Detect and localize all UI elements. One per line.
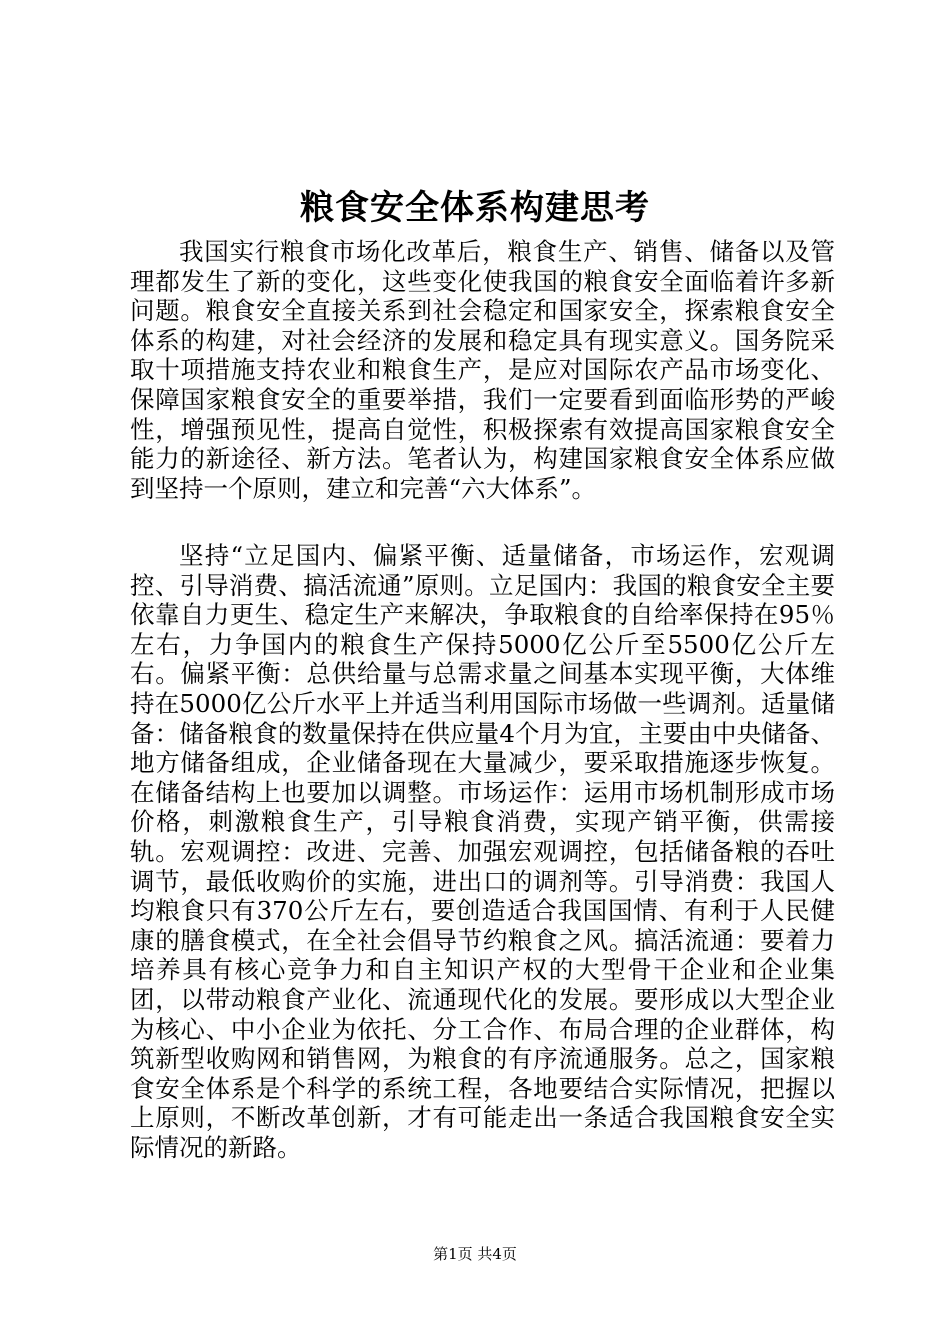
- page-number-footer: 第1页 共4页: [433, 1245, 517, 1263]
- paragraph-intro: 我国实行粮食市场化改革后，粮食生产、销售、储备以及管理都发生了新的变化，这些变化使我国的粮食安全面临着许多新问题。粮食安全直接关系到社会稳定和国家安全，探索粮食安全体系的构建，对社会经济的发展和稳定具有现实意义。国务院采取十项措施支持农业和粮食生产，是应对国际农产品市场变化、保障国家粮食安全的重要举措，我们一定要看到面临形势的严峻性，增强预见性，提高自觉性，积极探索有效提高国家粮食安全能力的新途径、新方法。笔者认为，构建国家粮食安全体系应做到坚持一个原则，建立和完善“六大体系”。: [130, 237, 835, 503]
- document-title: 粮食安全体系构建思考: [300, 188, 650, 228]
- paragraph-principle: 坚持“立足国内、偏紧平衡、适量储备，市场运作，宏观调控、引导消费、搞活流通”原则。立足国内：我国的粮食安全主要依靠自力更生、稳定生产来解决，争取粮食的自给率保持在95％左右，力争国内的粮食生产保持5000亿公斤至5500亿公斤左右。偏紧平衡：总供给量与总需求量之间基本实现平衡，大体维持在5000亿公斤水平上并适当利用国际市场做一些调剂。适量储备：储备粮食的数量保持在供应量4个月为宜，主要由中央储备、地方储备组成，企业储备现在大量减少，要采取措施逐步恢复。在储备结构上也要加以调整。市场运作：运用市场机制形成市场价格，刺激粮食生产，引导粮食消费，实现产销平衡，供需接轨。宏观调控：改进、完善、加强宏观调控，包括储备粮的吞吐调节，最低收购价的实施，进出口的调剂等。引导消费：我国人均粮食只有370公斤左右，要创造适合我国国情、有利于人民健康的膳食模式，在全社会倡导节约粮食之风。搞活流通：要着力培养具有核心竞争力和自主知识产权的大型骨干企业和企业集团，以带动粮食产业化、流通现代化的发展。要形成以大型企业为核心、中小企业为依托、分工合作、布局合理的企业群体，构筑新型收购网和销售网，为粮食的有序流通服务。总之，国家粮食安全体系是个科学的系统工程，各地要结合实际情况，把握以上原则，不断改革创新，才有可能走出一条适合我国粮食安全实际情况的新路。: [130, 541, 835, 1162]
